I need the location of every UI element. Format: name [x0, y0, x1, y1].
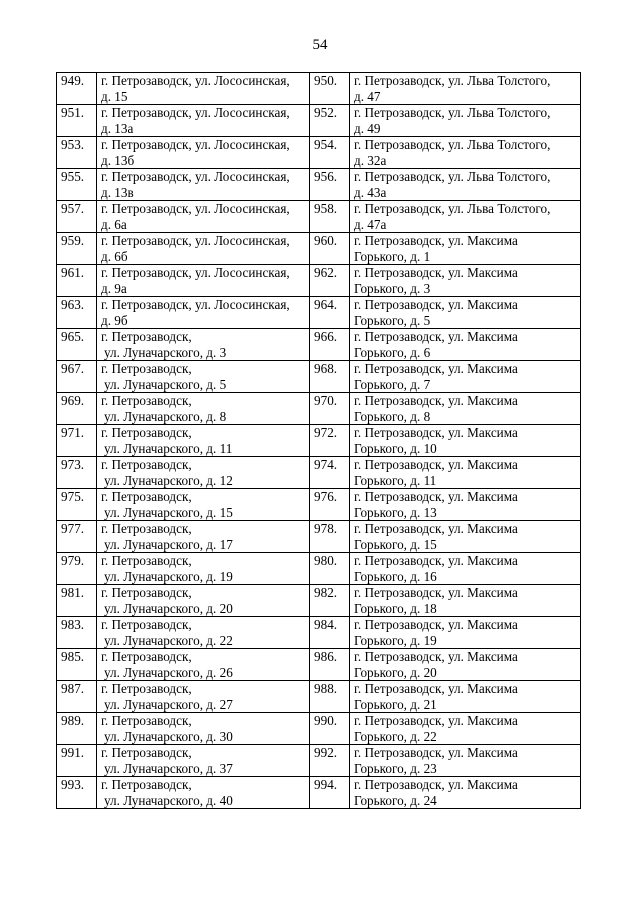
address-line-1: г. Петрозаводск, ул. Максима — [354, 713, 518, 728]
table-row — [57, 361, 581, 393]
right-entry-address — [350, 425, 581, 457]
address-line-2: Горького, д. 10 — [354, 440, 437, 456]
right-entry-address — [350, 265, 581, 297]
address-line-1: г. Петрозаводск, ул. Максима — [354, 233, 518, 248]
address-line-1: г. Петрозаводск, — [101, 425, 192, 440]
right-entry-address — [350, 169, 581, 201]
address-line-2: Горького, д. 8 — [354, 408, 431, 424]
left-entry-address — [97, 201, 310, 233]
address-line-2: д. 6б — [101, 248, 128, 264]
address-line-1: г. Петрозаводск, ул. Максима — [354, 745, 518, 760]
left-entry-number: 991. — [57, 745, 97, 777]
address-line-1: г. Петрозаводск, — [101, 681, 192, 696]
address-line-2: ул. Луначарского, д. 15 — [104, 504, 233, 520]
address-line-2: д. 13в — [101, 184, 134, 200]
address-line-2: д. 6а — [101, 216, 127, 232]
right-entry-address — [350, 73, 581, 105]
right-entry-address — [350, 617, 581, 649]
left-entry-number: 989. — [57, 713, 97, 745]
table-row — [57, 233, 581, 265]
left-entry-number: 951. — [57, 105, 97, 137]
address-line-2: Горького, д. 18 — [354, 600, 437, 616]
table-row — [57, 457, 581, 489]
address-line-1: г. Петрозаводск, ул. Лососинская, — [101, 233, 290, 248]
address-line-1: г. Петрозаводск, — [101, 649, 192, 664]
right-entry-number: 968. — [310, 361, 350, 393]
address-line-2: ул. Луначарского, д. 22 — [104, 632, 233, 648]
left-entry-address — [97, 457, 310, 489]
address-line-1: г. Петрозаводск, — [101, 521, 192, 536]
left-entry-number: 985. — [57, 649, 97, 681]
right-entry-number: 978. — [310, 521, 350, 553]
address-line-1: г. Петрозаводск, ул. Максима — [354, 585, 518, 600]
address-line-2: д. 15 — [101, 88, 128, 104]
right-entry-address — [350, 713, 581, 745]
address-line-1: г. Петрозаводск, ул. Максима — [354, 457, 518, 472]
right-entry-number: 992. — [310, 745, 350, 777]
address-line-2: Горького, д. 19 — [354, 632, 437, 648]
address-line-1: г. Петрозаводск, — [101, 553, 192, 568]
right-entry-address — [350, 521, 581, 553]
left-entry-number: 969. — [57, 393, 97, 425]
address-line-1: г. Петрозаводск, — [101, 361, 192, 376]
address-line-2: д. 13а — [101, 120, 134, 136]
left-entry-address — [97, 73, 310, 105]
left-entry-number: 977. — [57, 521, 97, 553]
address-line-2: д. 43а — [354, 184, 387, 200]
right-entry-number: 972. — [310, 425, 350, 457]
table-row — [57, 425, 581, 457]
address-line-2: Горького, д. 22 — [354, 728, 437, 744]
address-line-2: ул. Луначарского, д. 8 — [104, 408, 227, 424]
left-entry-address — [97, 617, 310, 649]
address-line-2: ул. Луначарского, д. 19 — [104, 568, 233, 584]
address-line-2: Горького, д. 13 — [354, 504, 437, 520]
address-line-1: г. Петрозаводск, — [101, 329, 192, 344]
address-line-1: г. Петрозаводск, ул. Максима — [354, 649, 518, 664]
right-entry-address — [350, 233, 581, 265]
address-line-1: г. Петрозаводск, — [101, 617, 192, 632]
right-entry-number: 970. — [310, 393, 350, 425]
left-entry-address — [97, 425, 310, 457]
right-entry-number: 990. — [310, 713, 350, 745]
right-entry-number: 950. — [310, 73, 350, 105]
address-line-2: ул. Луначарского, д. 30 — [104, 728, 233, 744]
right-entry-number: 954. — [310, 137, 350, 169]
address-line-1: г. Петрозаводск, ул. Максима — [354, 681, 518, 696]
left-entry-address — [97, 777, 310, 809]
right-entry-number: 960. — [310, 233, 350, 265]
table-row — [57, 137, 581, 169]
right-entry-address — [350, 297, 581, 329]
address-line-1: г. Петрозаводск, — [101, 585, 192, 600]
left-entry-number: 987. — [57, 681, 97, 713]
right-entry-number: 982. — [310, 585, 350, 617]
page-number: 54 — [312, 37, 328, 53]
address-line-2: ул. Луначарского, д. 37 — [104, 760, 233, 776]
address-line-1: г. Петрозаводск, ул. Максима — [354, 489, 518, 504]
table-row — [57, 265, 581, 297]
address-line-1: г. Петрозаводск, ул. Лососинская, — [101, 169, 290, 184]
address-line-2: д. 49 — [354, 120, 381, 136]
address-line-2: ул. Луначарского, д. 20 — [104, 600, 233, 616]
address-line-2: ул. Луначарского, д. 11 — [104, 440, 233, 456]
address-line-2: Горького, д. 24 — [354, 792, 437, 808]
table-row — [57, 489, 581, 521]
right-entry-address — [350, 585, 581, 617]
right-entry-address — [350, 553, 581, 585]
left-entry-address — [97, 745, 310, 777]
left-entry-address — [97, 265, 310, 297]
right-entry-address — [350, 137, 581, 169]
left-entry-number: 967. — [57, 361, 97, 393]
left-entry-number: 979. — [57, 553, 97, 585]
left-entry-address — [97, 329, 310, 361]
left-entry-address — [97, 297, 310, 329]
address-table — [56, 72, 581, 809]
left-entry-number: 973. — [57, 457, 97, 489]
left-entry-address — [97, 233, 310, 265]
address-line-1: г. Петрозаводск, ул. Максима — [354, 361, 518, 376]
right-entry-address — [350, 457, 581, 489]
table-row — [57, 329, 581, 361]
address-line-2: Горького, д. 3 — [354, 280, 431, 296]
address-line-2: Горького, д. 21 — [354, 696, 437, 712]
address-line-2: д. 9б — [101, 312, 128, 328]
address-line-1: г. Петрозаводск, ул. Лососинская, — [101, 105, 290, 120]
right-entry-address — [350, 201, 581, 233]
left-entry-number: 957. — [57, 201, 97, 233]
left-entry-number: 975. — [57, 489, 97, 521]
right-entry-number: 976. — [310, 489, 350, 521]
address-line-1: г. Петрозаводск, ул. Максима — [354, 329, 518, 344]
address-line-1: г. Петрозаводск, ул. Льва Толстого, — [354, 169, 551, 184]
table-row — [57, 105, 581, 137]
table-row — [57, 201, 581, 233]
left-entry-address — [97, 553, 310, 585]
table-row — [57, 393, 581, 425]
table-row — [57, 585, 581, 617]
table-row — [57, 73, 581, 105]
address-line-2: ул. Луначарского, д. 40 — [104, 792, 233, 808]
address-line-1: г. Петрозаводск, ул. Лососинская, — [101, 265, 290, 280]
right-entry-number: 958. — [310, 201, 350, 233]
address-line-1: г. Петрозаводск, ул. Максима — [354, 297, 518, 312]
right-entry-number: 974. — [310, 457, 350, 489]
address-line-1: г. Петрозаводск, — [101, 713, 192, 728]
left-entry-address — [97, 521, 310, 553]
left-entry-number: 953. — [57, 137, 97, 169]
address-line-2: ул. Луначарского, д. 3 — [104, 344, 227, 360]
table-row — [57, 521, 581, 553]
address-line-1: г. Петрозаводск, ул. Льва Толстого, — [354, 73, 551, 88]
address-line-2: Горького, д. 1 — [354, 248, 431, 264]
table-row — [57, 745, 581, 777]
left-entry-number: 971. — [57, 425, 97, 457]
right-entry-address — [350, 489, 581, 521]
address-line-1: г. Петрозаводск, ул. Максима — [354, 617, 518, 632]
address-line-2: Горького, д. 23 — [354, 760, 437, 776]
address-line-2: Горького, д. 15 — [354, 536, 437, 552]
address-table-body — [57, 73, 581, 809]
right-entry-address — [350, 361, 581, 393]
left-entry-number: 955. — [57, 169, 97, 201]
right-entry-address — [350, 329, 581, 361]
address-line-1: г. Петрозаводск, ул. Максима — [354, 777, 518, 792]
right-entry-number: 962. — [310, 265, 350, 297]
address-line-2: ул. Луначарского, д. 27 — [104, 696, 233, 712]
left-entry-address — [97, 393, 310, 425]
right-entry-address — [350, 393, 581, 425]
right-entry-address — [350, 105, 581, 137]
table-row — [57, 169, 581, 201]
right-entry-number: 984. — [310, 617, 350, 649]
left-entry-address — [97, 361, 310, 393]
address-line-2: д. 47а — [354, 216, 387, 232]
table-row — [57, 713, 581, 745]
right-entry-number: 956. — [310, 169, 350, 201]
left-entry-number: 959. — [57, 233, 97, 265]
table-row — [57, 553, 581, 585]
address-line-1: г. Петрозаводск, ул. Льва Толстого, — [354, 201, 551, 216]
left-entry-address — [97, 713, 310, 745]
address-line-1: г. Петрозаводск, ул. Лососинская, — [101, 137, 290, 152]
right-entry-number: 986. — [310, 649, 350, 681]
address-line-2: Горького, д. 5 — [354, 312, 431, 328]
right-entry-address — [350, 777, 581, 809]
left-entry-address — [97, 169, 310, 201]
left-entry-number: 983. — [57, 617, 97, 649]
address-line-1: г. Петрозаводск, ул. Лососинская, — [101, 201, 290, 216]
address-line-2: ул. Луначарского, д. 17 — [104, 536, 233, 552]
address-line-2: д. 9а — [101, 280, 127, 296]
address-line-1: г. Петрозаводск, — [101, 745, 192, 760]
address-line-1: г. Петрозаводск, ул. Лососинская, — [101, 73, 290, 88]
address-line-1: г. Петрозаводск, ул. Максима — [354, 425, 518, 440]
address-line-2: д. 32а — [354, 152, 387, 168]
right-entry-number: 964. — [310, 297, 350, 329]
table-row — [57, 649, 581, 681]
left-entry-number: 963. — [57, 297, 97, 329]
address-line-2: Горького, д. 16 — [354, 568, 437, 584]
right-entry-number: 988. — [310, 681, 350, 713]
address-line-2: Горького, д. 7 — [354, 376, 431, 392]
address-line-1: г. Петрозаводск, ул. Максима — [354, 265, 518, 280]
left-entry-address — [97, 489, 310, 521]
table-row — [57, 777, 581, 809]
address-line-2: Горького, д. 6 — [354, 344, 431, 360]
right-entry-address — [350, 649, 581, 681]
left-entry-number: 949. — [57, 73, 97, 105]
left-entry-number: 965. — [57, 329, 97, 361]
address-line-1: г. Петрозаводск, ул. Лососинская, — [101, 297, 290, 312]
left-entry-number: 993. — [57, 777, 97, 809]
address-line-1: г. Петрозаводск, ул. Льва Толстого, — [354, 137, 551, 152]
left-entry-address — [97, 137, 310, 169]
left-entry-address — [97, 681, 310, 713]
address-line-1: г. Петрозаводск, — [101, 393, 192, 408]
address-line-2: д. 47 — [354, 88, 381, 104]
address-line-1: г. Петрозаводск, ул. Льва Толстого, — [354, 105, 551, 120]
left-entry-address — [97, 649, 310, 681]
right-entry-number: 952. — [310, 105, 350, 137]
right-entry-number: 966. — [310, 329, 350, 361]
left-entry-number: 981. — [57, 585, 97, 617]
left-entry-number: 961. — [57, 265, 97, 297]
right-entry-number: 980. — [310, 553, 350, 585]
address-line-1: г. Петрозаводск, — [101, 457, 192, 472]
address-line-1: г. Петрозаводск, ул. Максима — [354, 553, 518, 568]
left-entry-address — [97, 585, 310, 617]
address-line-2: Горького, д. 11 — [354, 472, 437, 488]
right-entry-address — [350, 745, 581, 777]
address-line-1: г. Петрозаводск, — [101, 489, 192, 504]
table-row — [57, 297, 581, 329]
address-line-1: г. Петрозаводск, ул. Максима — [354, 393, 518, 408]
address-line-1: г. Петрозаводск, ул. Максима — [354, 521, 518, 536]
address-line-2: ул. Луначарского, д. 5 — [104, 376, 227, 392]
address-line-2: д. 13б — [101, 152, 135, 168]
left-entry-address — [97, 105, 310, 137]
table-row — [57, 617, 581, 649]
table-row — [57, 681, 581, 713]
right-entry-address — [350, 681, 581, 713]
address-line-2: ул. Луначарского, д. 26 — [104, 664, 233, 680]
address-line-2: Горького, д. 20 — [354, 664, 437, 680]
address-line-2: ул. Луначарского, д. 12 — [104, 472, 233, 488]
right-entry-number: 994. — [310, 777, 350, 809]
address-line-1: г. Петрозаводск, — [101, 777, 192, 792]
